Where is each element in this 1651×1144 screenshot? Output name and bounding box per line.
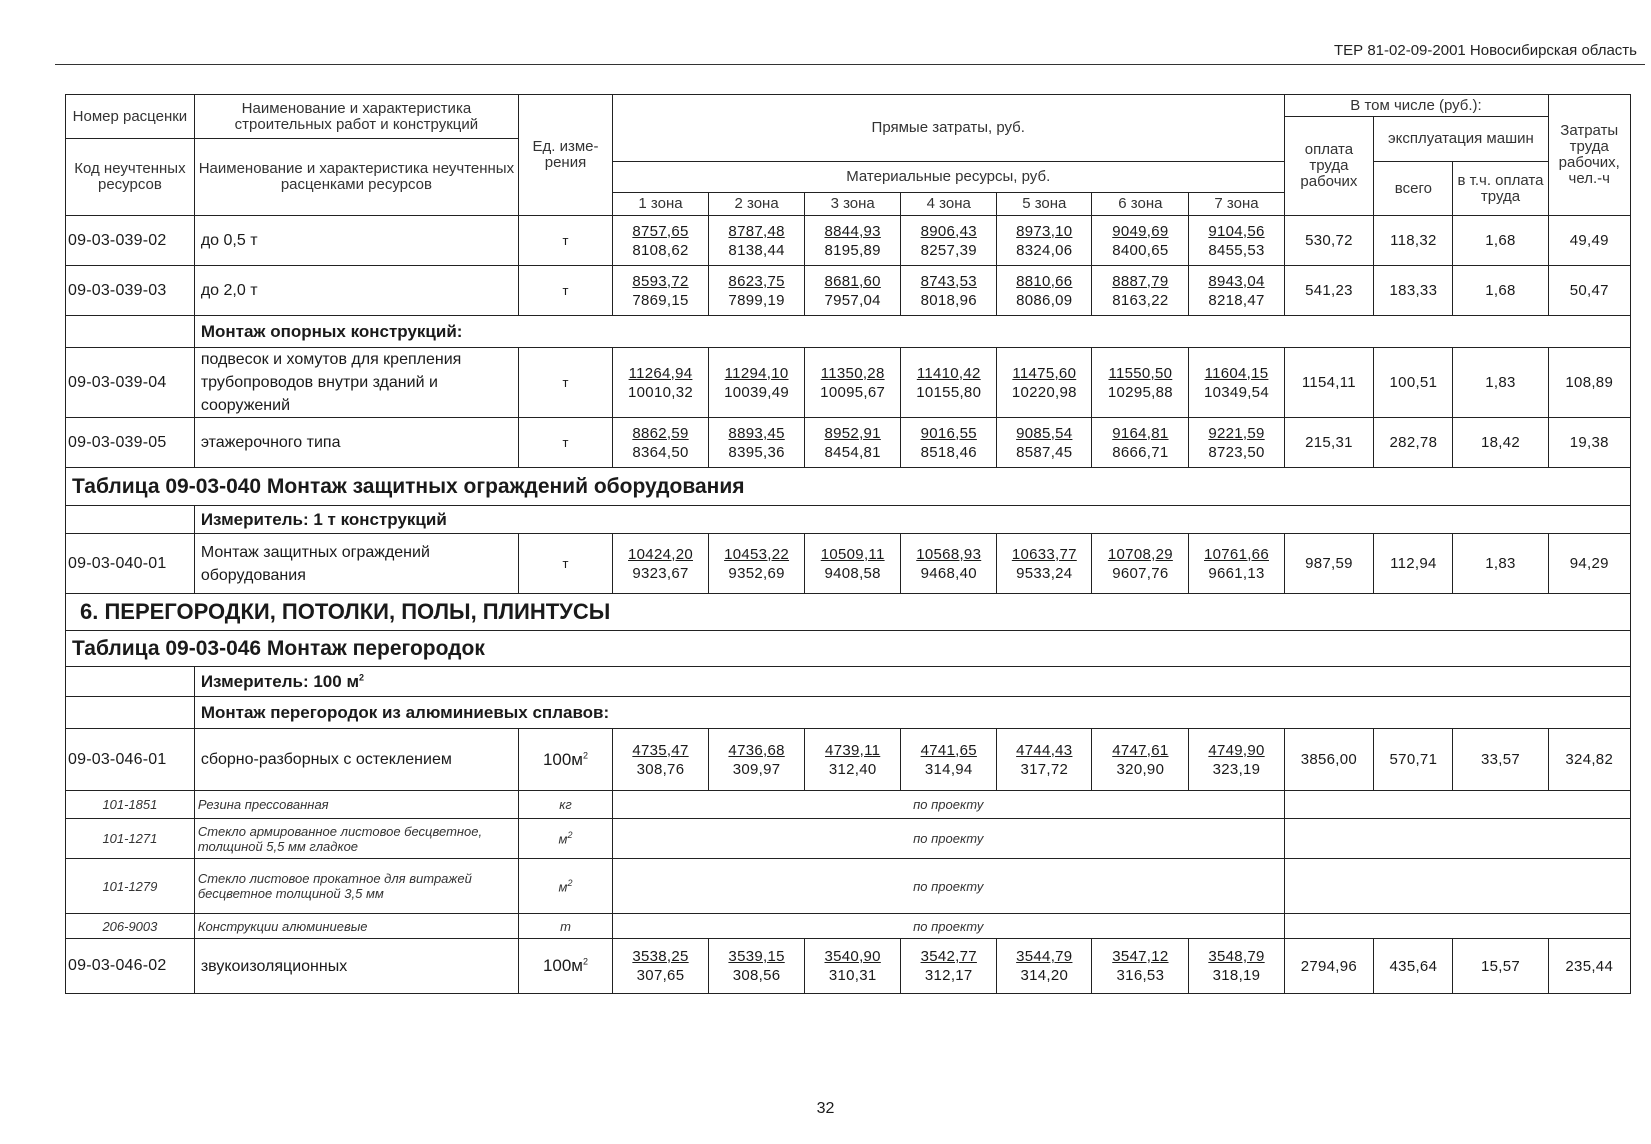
zone-5: 5 зона: [997, 193, 1092, 216]
material-cost: 8395,36: [728, 443, 785, 461]
direct-cost: 10453,22: [724, 545, 790, 563]
measure-label: Измеритель: 1 т конструкций: [194, 506, 1630, 534]
labor-hours: 19,38: [1548, 418, 1631, 468]
zone-4: 4 зона: [901, 193, 997, 216]
zone-cost-2: [709, 939, 805, 994]
zone-cost-5: [997, 534, 1092, 594]
material-cost: 312,17: [924, 967, 973, 984]
zone-cost-1: [612, 418, 708, 468]
unit-text: т: [560, 918, 571, 934]
resource-row: [66, 791, 1631, 819]
subheading: Монтаж перегородок из алюминиевых сплавов:: [194, 697, 1630, 729]
machine-total: 112,94: [1374, 534, 1453, 594]
table-row: [66, 506, 1631, 534]
direct-cost: 8623,75: [728, 272, 785, 290]
direct-cost: 8906,43: [920, 222, 977, 240]
zone-cost-2: [709, 216, 805, 266]
rate-code: 09-03-046-02: [66, 939, 195, 994]
direct-cost: 8743,53: [920, 272, 977, 290]
direct-cost: 10708,29: [1107, 545, 1173, 563]
direct-cost: 3542,77: [920, 948, 977, 965]
resource-code: 101-1279: [66, 859, 195, 914]
zone-3: 3 зона: [805, 193, 901, 216]
machine-total: 435,64: [1374, 939, 1453, 994]
direct-cost: 8844,93: [824, 222, 881, 240]
material-cost: 10155,80: [916, 383, 982, 401]
zone-cost-6: [1092, 216, 1189, 266]
zone-cost-2: [709, 266, 805, 316]
zone-cost-3: [805, 418, 901, 468]
material-cost: 8518,46: [920, 443, 977, 461]
material-cost: 9607,76: [1112, 564, 1169, 582]
zone-cost-6: [1092, 266, 1189, 316]
labor-pay: 987,59: [1284, 534, 1374, 594]
direct-cost: 3538,25: [632, 948, 689, 965]
empty-cell: [1284, 819, 1630, 859]
zone-cost-4: [901, 348, 997, 418]
direct-cost: 9221,59: [1208, 424, 1265, 442]
header-vtom: В том числе (руб.):: [1284, 95, 1548, 117]
zone-cost-7: [1189, 729, 1284, 791]
material-cost: 8163,22: [1112, 291, 1169, 309]
resource-code: 101-1271: [66, 819, 195, 859]
zone-cost-4: [901, 729, 997, 791]
labor-pay: 215,31: [1284, 418, 1374, 468]
table-title: Таблица 09-03-040 Монтаж защитных ограждений оборудования: [66, 468, 1631, 506]
zone-cost-7: [1189, 216, 1284, 266]
table-row: [66, 534, 1631, 594]
zone-cost-4: [901, 418, 997, 468]
material-cost: 8454,81: [824, 443, 881, 461]
direct-cost: 4741,65: [920, 741, 977, 759]
empty-cell: [1284, 859, 1630, 914]
unit: $100м^2$: [519, 939, 613, 994]
zone-cost-5: [997, 216, 1092, 266]
material-cost: 8587,45: [1016, 443, 1073, 461]
direct-cost: 9049,69: [1112, 222, 1169, 240]
table-row: [66, 266, 1631, 316]
material-cost: 7957,04: [824, 291, 881, 309]
direct-cost: 8787,48: [728, 222, 785, 240]
measure-label: Измеритель: 100 $м^2$: [194, 667, 1630, 697]
resource-note: по проекту: [612, 791, 1284, 819]
machine-total: 118,32: [1374, 216, 1453, 266]
header-ed: Ед. изме-рения: [519, 95, 613, 216]
header-row-1: [66, 95, 1631, 117]
zone-cost-3: [805, 348, 901, 418]
resource-unit: [519, 791, 613, 819]
table-row: [66, 418, 1631, 468]
header-kod: Код неучтенных ресурсов: [66, 139, 195, 216]
zone-cost-1: [612, 729, 708, 791]
zone-cost-7: [1189, 348, 1284, 418]
labor-hours: 50,47: [1548, 266, 1631, 316]
unit: $100м^2$: [519, 729, 613, 791]
zone-cost-4: [901, 216, 997, 266]
zone-cost-3: [805, 534, 901, 594]
header-nomer: Номер расценки: [66, 95, 195, 139]
direct-cost: 4747,61: [1112, 741, 1169, 759]
material-cost: 308,76: [636, 760, 685, 778]
resource-note: по проекту: [612, 819, 1284, 859]
material-cost: 8400,65: [1112, 241, 1169, 259]
zone-cost-6: [1092, 348, 1189, 418]
direct-cost: 9164,81: [1112, 424, 1169, 442]
unit-text: т: [562, 556, 569, 571]
resource-row: [66, 859, 1631, 914]
unit-text: м: [558, 831, 568, 847]
zone-cost-7: [1189, 534, 1284, 594]
rate-code: 09-03-039-03: [66, 266, 195, 316]
material-cost: 8455,53: [1208, 241, 1265, 259]
table-row: [66, 729, 1631, 791]
direct-cost: 11350,28: [820, 364, 885, 382]
header-zatraty: Затраты труда рабочих, чел.-ч: [1548, 95, 1631, 216]
header-pryamye: Прямые затраты, руб.: [612, 95, 1284, 162]
rate-code: 09-03-039-02: [66, 216, 195, 266]
unit-text: т: [562, 375, 569, 390]
direct-cost: 11604,15: [1204, 364, 1269, 382]
direct-cost: 8757,65: [632, 222, 689, 240]
header-naim: Наименование и характеристика строительных работ и конструкций: [194, 95, 518, 139]
machine-labor: 33,57: [1453, 729, 1548, 791]
direct-cost: 4739,11: [825, 741, 881, 759]
material-cost: 9468,40: [920, 564, 977, 582]
machine-labor: 15,57: [1453, 939, 1548, 994]
resource-row: [66, 819, 1631, 859]
direct-cost: 4744,43: [1016, 741, 1073, 759]
rate-name: Монтаж защитных ограждений оборудования: [194, 534, 518, 594]
resource-unit: $м^2$: [519, 859, 613, 914]
direct-cost: 3548,79: [1208, 948, 1265, 965]
table-row: [66, 667, 1631, 697]
unit: [519, 348, 613, 418]
unit: [519, 418, 613, 468]
direct-cost: 4749,90: [1208, 741, 1265, 759]
material-cost: 316,53: [1116, 967, 1165, 984]
zone-cost-5: [997, 348, 1092, 418]
rate-name: этажерочного типа: [194, 418, 518, 468]
machine-total: 100,51: [1374, 348, 1453, 418]
direct-cost: 10633,77: [1011, 545, 1077, 563]
material-cost: 8257,39: [920, 241, 977, 259]
table-row: [66, 631, 1631, 667]
direct-cost: 10568,93: [916, 545, 982, 563]
material-cost: 309,97: [732, 760, 781, 778]
zone-cost-2: [709, 418, 805, 468]
labor-pay: 541,23: [1284, 266, 1374, 316]
rate-code: 09-03-039-04: [66, 348, 195, 418]
material-cost: 10349,54: [1204, 383, 1269, 401]
material-cost: 8108,62: [632, 241, 689, 259]
zone-cost-3: [805, 939, 901, 994]
table-title: Таблица 09-03-046 Монтаж перегородок: [66, 631, 1631, 667]
unit-text: т: [562, 435, 569, 450]
resource-note: по проекту: [612, 859, 1284, 914]
page-header: ТЕР 81-02-09-2001 Новосибирская область: [1334, 42, 1637, 59]
header-naim2: Наименование и характеристика неучтенных расценками ресурсов: [194, 139, 518, 216]
rate-name: звукоизоляционных: [194, 939, 518, 994]
header-oplata: оплата труда рабочих: [1284, 117, 1374, 216]
labor-hours: 94,29: [1548, 534, 1631, 594]
unit: [519, 216, 613, 266]
direct-cost: 10761,66: [1204, 545, 1269, 563]
material-cost: 7869,15: [632, 291, 689, 309]
direct-cost: 3539,15: [728, 948, 785, 965]
material-cost: 318,19: [1212, 967, 1261, 984]
machine-labor: 1,68: [1453, 216, 1548, 266]
direct-cost: 11264,94: [628, 364, 693, 382]
unit-text: кг: [559, 797, 572, 812]
direct-cost: 11550,50: [1108, 364, 1173, 382]
direct-cost: 8593,72: [632, 272, 689, 290]
resource-code: 101-1851: [66, 791, 195, 819]
material-cost: 7899,19: [728, 291, 785, 309]
zone-cost-4: [901, 534, 997, 594]
unit-text: м: [558, 879, 568, 895]
labor-pay: 1154,11: [1284, 348, 1374, 418]
material-cost: 307,65: [636, 967, 685, 984]
zone-cost-1: [612, 216, 708, 266]
unit-text: т: [562, 283, 569, 298]
zone-6: 6 зона: [1092, 193, 1189, 216]
unit: [519, 534, 613, 594]
table-row: [66, 348, 1631, 418]
machine-total: 183,33: [1374, 266, 1453, 316]
zone-2: 2 зона: [709, 193, 805, 216]
zone-cost-1: [612, 266, 708, 316]
rate-code: 09-03-039-05: [66, 418, 195, 468]
zone-1: 1 зона: [612, 193, 708, 216]
zone-cost-6: [1092, 939, 1189, 994]
direct-cost: 8893,45: [728, 424, 785, 442]
resource-name: Стекло листовое прокатное для витражей бесцветное толщиной 3,5 мм: [194, 859, 518, 914]
material-cost: 314,94: [924, 760, 973, 778]
direct-cost: 4736,68: [728, 741, 785, 759]
rate-code: 09-03-046-01: [66, 729, 195, 791]
resource-unit: $м^2$: [519, 819, 613, 859]
zone-cost-5: [997, 418, 1092, 468]
zone-cost-7: [1189, 939, 1284, 994]
direct-cost: 11475,60: [1012, 364, 1077, 382]
unit-text: 100м: [542, 749, 583, 769]
machine-labor: 1,83: [1453, 534, 1548, 594]
material-cost: 9352,69: [728, 564, 785, 582]
unit-text: 100м: [542, 956, 583, 975]
header-ekspl: эксплуатация машин: [1374, 117, 1548, 162]
resource-name: Стекло армированное листовое бесцветное, толщиной 5,5 мм гладкое: [194, 819, 518, 859]
zone-cost-5: [997, 266, 1092, 316]
zone-cost-2: [709, 534, 805, 594]
rate-code: 09-03-040-01: [66, 534, 195, 594]
direct-cost: 8681,60: [824, 272, 881, 290]
direct-cost: 8862,59: [632, 424, 689, 442]
subheading: Монтаж опорных конструкций:: [194, 316, 1630, 348]
material-cost: 8218,47: [1208, 291, 1265, 309]
material-cost: 8723,50: [1208, 443, 1265, 461]
material-cost: 8195,89: [824, 241, 881, 259]
material-cost: 314,20: [1020, 967, 1069, 984]
table-row: [66, 316, 1631, 348]
zone-cost-3: [805, 266, 901, 316]
material-cost: 8324,06: [1016, 241, 1073, 259]
zone-cost-7: [1189, 418, 1284, 468]
resource-row: [66, 914, 1631, 939]
zone-cost-2: [709, 348, 805, 418]
direct-cost: 4735,47: [632, 741, 689, 759]
zone-cost-1: [612, 348, 708, 418]
material-cost: 10010,32: [628, 383, 693, 401]
material-cost: 8018,96: [920, 291, 977, 309]
material-cost: 9533,24: [1016, 564, 1073, 582]
zone-cost-6: [1092, 418, 1189, 468]
resource-code: 206-9003: [66, 914, 195, 939]
direct-cost: 8943,04: [1208, 272, 1265, 290]
zone-cost-1: [612, 534, 708, 594]
labor-hours: 108,89: [1548, 348, 1631, 418]
rate-name: сборно-разборных с остеклением: [194, 729, 518, 791]
zone-cost-2: [709, 729, 805, 791]
table-row: [66, 468, 1631, 506]
resource-name: Резина прессованная: [194, 791, 518, 819]
header-material: Материальные ресурсы, руб.: [612, 162, 1284, 193]
price-table: [65, 94, 1631, 994]
material-cost: 8364,50: [632, 443, 689, 461]
direct-cost: 11410,42: [916, 364, 981, 382]
resource-unit: [519, 914, 613, 939]
material-cost: 320,90: [1116, 760, 1165, 778]
material-cost: 310,31: [828, 967, 877, 984]
machine-total: 570,71: [1374, 729, 1453, 791]
machine-labor: 18,42: [1453, 418, 1548, 468]
direct-cost: 8810,66: [1016, 272, 1073, 290]
zone-cost-5: [997, 939, 1092, 994]
material-cost: 317,72: [1020, 760, 1069, 778]
zone-cost-3: [805, 216, 901, 266]
labor-pay: 530,72: [1284, 216, 1374, 266]
material-cost: 9408,58: [824, 564, 881, 582]
empty-cell: [1284, 791, 1630, 819]
material-cost: 8666,71: [1112, 443, 1169, 461]
direct-cost: 3544,79: [1016, 948, 1073, 965]
header-vtch: в т.ч. оплата труда: [1453, 162, 1548, 216]
material-cost: 10095,67: [820, 383, 886, 401]
table-row: [66, 216, 1631, 266]
table-row: [66, 594, 1631, 631]
zone-cost-7: [1189, 266, 1284, 316]
direct-cost: 10424,20: [628, 545, 693, 563]
resource-note: по проекту: [612, 914, 1284, 939]
material-cost: 8086,09: [1016, 291, 1073, 309]
machine-total: 282,78: [1374, 418, 1453, 468]
labor-hours: 324,82: [1548, 729, 1631, 791]
direct-cost: 8887,79: [1112, 272, 1169, 290]
zone-7: 7 зона: [1189, 193, 1284, 216]
table-row: [66, 697, 1631, 729]
header-vsego: всего: [1374, 162, 1453, 216]
rate-name: подвесок и хомутов для крепления трубопроводов внутри зданий и сооружений: [194, 348, 518, 418]
direct-cost: 9085,54: [1016, 424, 1073, 442]
section-title: 6. ПЕРЕГОРОДКИ, ПОТОЛКИ, ПОЛЫ, ПЛИНТУСЫ: [66, 594, 1631, 631]
direct-cost: 8973,10: [1016, 222, 1073, 240]
labor-pay: 3856,00: [1284, 729, 1374, 791]
direct-cost: 3540,90: [824, 948, 881, 965]
material-cost: 308,56: [732, 967, 781, 984]
labor-hours: 235,44: [1548, 939, 1631, 994]
direct-cost: 11294,10: [724, 364, 789, 382]
machine-labor: 1,83: [1453, 348, 1548, 418]
machine-labor: 1,68: [1453, 266, 1548, 316]
material-cost: 8138,44: [728, 241, 785, 259]
material-cost: 9661,13: [1208, 564, 1265, 582]
table-row: [66, 939, 1631, 994]
rate-name: до 2,0 т: [194, 266, 518, 316]
material-cost: 10039,49: [724, 383, 790, 401]
direct-cost: 9104,56: [1208, 222, 1265, 240]
unit: [519, 266, 613, 316]
resource-name: Конструкции алюминиевые: [194, 914, 518, 939]
labor-hours: 49,49: [1548, 216, 1631, 266]
material-cost: 312,40: [828, 760, 877, 778]
zone-cost-1: [612, 939, 708, 994]
zone-cost-3: [805, 729, 901, 791]
material-cost: 9323,67: [632, 564, 689, 582]
zone-cost-6: [1092, 729, 1189, 791]
direct-cost: 3547,12: [1112, 948, 1169, 965]
material-cost: 10295,88: [1107, 383, 1173, 401]
header-divider: [55, 64, 1645, 65]
material-cost: 323,19: [1212, 760, 1261, 778]
page-number: 32: [816, 1100, 835, 1117]
zone-cost-4: [901, 266, 997, 316]
direct-cost: 8952,91: [824, 424, 881, 442]
zone-cost-6: [1092, 534, 1189, 594]
unit-text: т: [562, 233, 569, 248]
zone-cost-4: [901, 939, 997, 994]
empty-cell: [1284, 914, 1630, 939]
labor-pay: 2794,96: [1284, 939, 1374, 994]
material-cost: 10220,98: [1011, 383, 1077, 401]
direct-cost: 9016,55: [920, 424, 977, 442]
zone-cost-5: [997, 729, 1092, 791]
direct-cost: 10509,11: [820, 545, 885, 563]
rate-name: до 0,5 т: [194, 216, 518, 266]
